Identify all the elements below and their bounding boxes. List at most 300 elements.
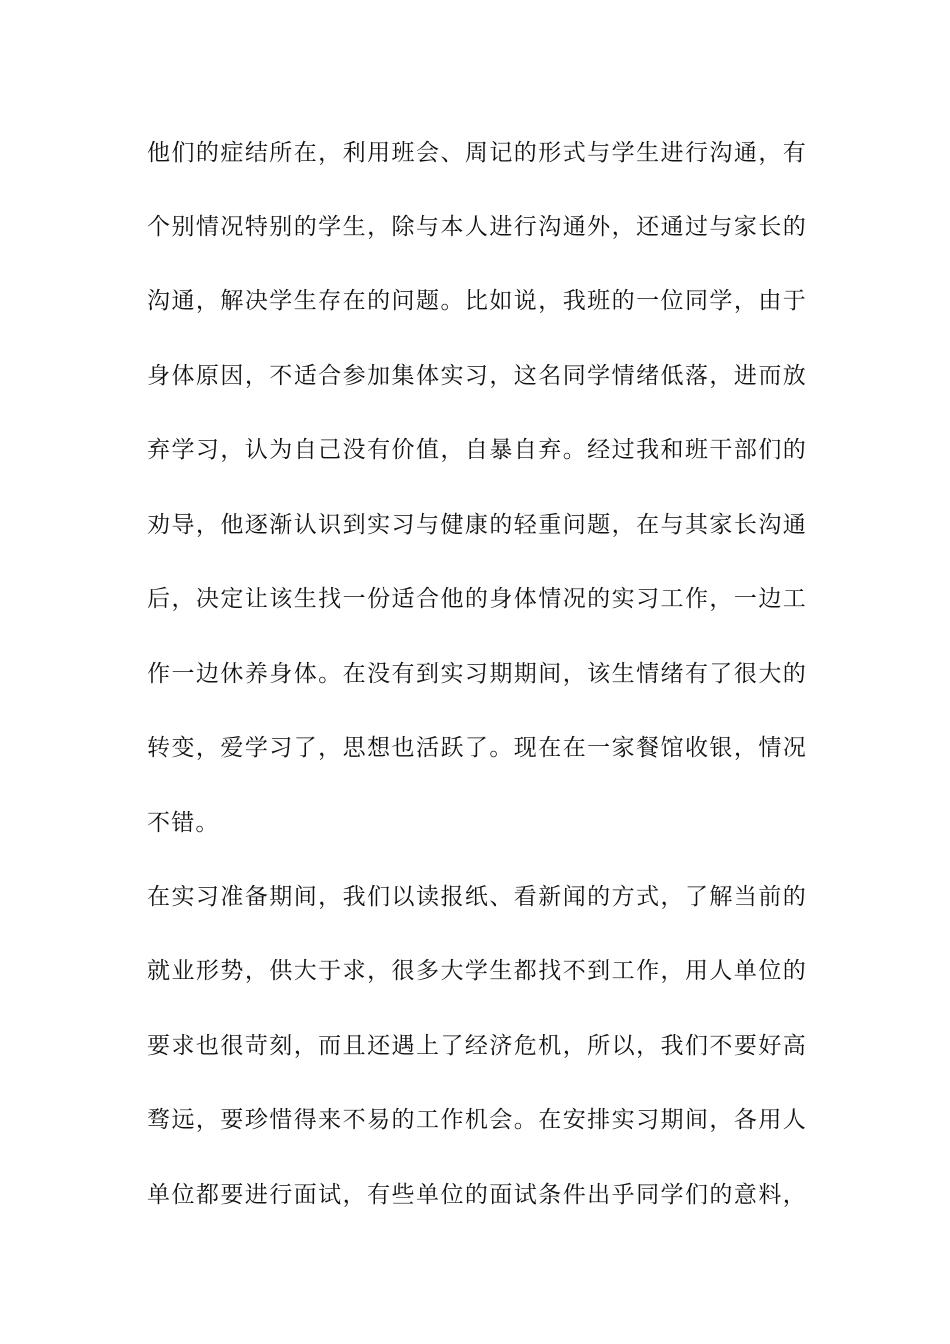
glyph: 很 — [391, 958, 416, 984]
glyph: ， — [611, 214, 636, 240]
glyph: 的 — [782, 437, 807, 463]
glyph: 且 — [342, 1033, 367, 1059]
glyph: 该 — [269, 586, 294, 612]
glyph: 在 — [147, 884, 172, 910]
glyph: 原 — [195, 363, 221, 389]
glyph: 特 — [244, 214, 270, 240]
glyph: 珍 — [244, 1107, 270, 1133]
glyph: 现 — [513, 735, 538, 761]
glyph: 条 — [538, 1182, 563, 1208]
glyph: 价 — [391, 437, 416, 463]
glyph: ， — [367, 214, 392, 240]
glyph: 身 — [489, 586, 514, 612]
glyph: 绪 — [660, 661, 685, 687]
glyph: 过 — [611, 437, 636, 463]
glyph: 学 — [464, 958, 490, 984]
glyph: 实 — [611, 1107, 636, 1133]
glyph: 思 — [342, 735, 367, 761]
glyph: 况 — [782, 735, 807, 761]
glyph: 求 — [342, 958, 367, 984]
glyph: 会 — [415, 140, 441, 166]
glyph: 通 — [171, 288, 196, 314]
glyph: 用 — [758, 1107, 783, 1133]
glyph: 养 — [244, 661, 270, 687]
glyph: 通 — [782, 512, 807, 538]
paragraph-line — [147, 882, 807, 912]
glyph: ， — [318, 140, 343, 166]
glyph: 决 — [195, 586, 221, 612]
glyph: 行 — [684, 140, 710, 166]
glyph: 外 — [587, 214, 612, 240]
glyph: 方 — [611, 884, 636, 910]
glyph: ， — [538, 288, 563, 314]
glyph: 情 — [758, 735, 783, 761]
paragraph-line — [147, 435, 807, 465]
glyph: 学 — [611, 140, 636, 166]
glyph: 进 — [660, 140, 685, 166]
glyph: 自 — [464, 437, 490, 463]
glyph: 自 — [513, 437, 538, 463]
glyph: 生 — [636, 140, 661, 166]
glyph: 在 — [342, 288, 367, 314]
glyph: ， — [562, 1033, 587, 1059]
glyph: 准 — [220, 884, 245, 910]
glyph: 习 — [464, 363, 490, 389]
glyph: 学 — [171, 437, 196, 463]
glyph: 和 — [660, 437, 685, 463]
glyph: 银 — [709, 735, 734, 761]
glyph: 识 — [318, 512, 343, 538]
glyph: 体 — [293, 661, 318, 687]
glyph: 到 — [342, 512, 367, 538]
glyph: 己 — [318, 437, 343, 463]
glyph: 的 — [464, 1182, 490, 1208]
glyph: 别 — [171, 214, 196, 240]
glyph: 不 — [269, 363, 294, 389]
glyph: 他 — [220, 512, 245, 538]
glyph: 的 — [513, 140, 538, 166]
glyph: 后 — [147, 586, 172, 612]
glyph: 通 — [733, 140, 759, 166]
glyph: 还 — [367, 1033, 392, 1059]
glyph: 我 — [660, 1033, 685, 1059]
glyph: 认 — [244, 437, 270, 463]
glyph: 生 — [293, 586, 318, 612]
glyph: 干 — [709, 437, 734, 463]
paragraph-line — [147, 138, 807, 168]
paragraph-line — [147, 286, 807, 316]
glyph: 上 — [415, 1033, 441, 1059]
glyph: 有 — [391, 661, 416, 687]
glyph: 解 — [709, 884, 734, 910]
glyph: 导 — [171, 512, 196, 538]
glyph: ， — [440, 437, 465, 463]
glyph: 解 — [220, 288, 245, 314]
glyph: 单 — [147, 1182, 172, 1208]
glyph: ， — [318, 735, 343, 761]
glyph: 一 — [342, 586, 367, 612]
glyph: 的 — [391, 1107, 416, 1133]
glyph: 问 — [391, 288, 416, 314]
glyph: 读 — [415, 884, 441, 910]
glyph: 与 — [415, 512, 441, 538]
glyph: 很 — [733, 661, 759, 687]
glyph: 部 — [733, 437, 759, 463]
glyph: 远 — [171, 1107, 196, 1133]
glyph: 家 — [733, 214, 759, 240]
glyph: 间 — [293, 884, 318, 910]
glyph: 有 — [782, 140, 807, 166]
glyph: 们 — [684, 1033, 710, 1059]
glyph: 危 — [513, 1033, 538, 1059]
glyph: 的 — [587, 884, 612, 910]
glyph: 要 — [220, 1182, 245, 1208]
glyph: 人 — [464, 214, 490, 240]
glyph: 的 — [709, 1182, 734, 1208]
glyph: 乎 — [611, 1182, 636, 1208]
glyph: 绪 — [636, 363, 661, 389]
glyph: ， — [489, 363, 514, 389]
glyph: 形 — [538, 140, 563, 166]
glyph: 家 — [709, 512, 734, 538]
glyph: 纸 — [464, 884, 490, 910]
glyph: 值 — [415, 437, 441, 463]
glyph: 所 — [269, 140, 294, 166]
glyph: 情 — [636, 661, 661, 687]
glyph: 重 — [538, 512, 563, 538]
glyph: ， — [195, 288, 221, 314]
glyph: 面 — [489, 1182, 514, 1208]
glyph: 参 — [342, 363, 367, 389]
glyph: 与 — [587, 140, 612, 166]
glyph: 于 — [782, 288, 807, 314]
glyph: 爱 — [220, 735, 245, 761]
glyph: 用 — [684, 958, 710, 984]
paragraph-line — [147, 1180, 807, 1210]
glyph: 班 — [684, 437, 710, 463]
glyph: 们 — [684, 1182, 710, 1208]
glyph: 出 — [587, 1182, 612, 1208]
glyph: 没 — [342, 437, 367, 463]
glyph: 来 — [318, 1107, 343, 1133]
glyph: 比 — [464, 288, 490, 314]
glyph: ， — [195, 735, 221, 761]
paragraph-line — [147, 659, 807, 689]
glyph: 身 — [147, 363, 172, 389]
glyph: 工 — [611, 958, 636, 984]
glyph: 位 — [660, 288, 685, 314]
glyph: 沟 — [709, 140, 734, 166]
glyph: 加 — [367, 363, 392, 389]
glyph: 经 — [587, 437, 612, 463]
glyph: 于 — [318, 958, 343, 984]
glyph: 实 — [440, 363, 465, 389]
glyph: 沟 — [758, 512, 783, 538]
glyph: 让 — [244, 586, 270, 612]
glyph: 都 — [195, 1182, 221, 1208]
glyph: 期 — [269, 884, 294, 910]
glyph: 份 — [367, 586, 392, 612]
glyph: 其 — [684, 512, 710, 538]
glyph: 情 — [195, 214, 221, 240]
glyph: 单 — [733, 958, 759, 984]
glyph: 不 — [709, 1033, 734, 1059]
glyph: 的 — [611, 288, 636, 314]
glyph: 逐 — [244, 512, 270, 538]
glyph: 一 — [587, 735, 612, 761]
glyph: 沟 — [147, 288, 172, 314]
glyph: 弃 — [147, 437, 172, 463]
glyph: 习 — [636, 1107, 661, 1133]
glyph: 也 — [195, 1033, 221, 1059]
glyph: 而 — [758, 363, 783, 389]
glyph: 要 — [147, 1033, 172, 1059]
glyph: ， — [660, 884, 685, 910]
glyph: 了 — [293, 735, 318, 761]
glyph: 作 — [440, 1107, 465, 1133]
glyph: 由 — [758, 288, 783, 314]
glyph: 学 — [269, 288, 294, 314]
glyph: 位 — [440, 1182, 465, 1208]
glyph: 们 — [758, 437, 783, 463]
glyph: 多 — [415, 958, 441, 984]
glyph: 位 — [758, 958, 783, 984]
glyph: 存 — [318, 288, 343, 314]
glyph: 遇 — [391, 1033, 416, 1059]
glyph: 生 — [342, 214, 367, 240]
glyph: 工 — [415, 1107, 441, 1133]
glyph: 馆 — [660, 735, 685, 761]
glyph: 当 — [733, 884, 759, 910]
glyph: 都 — [513, 958, 538, 984]
paragraph-line — [147, 584, 807, 614]
glyph: 在 — [538, 735, 563, 761]
glyph: 我 — [636, 437, 661, 463]
glyph: 、 — [440, 140, 465, 166]
glyph: 的 — [782, 884, 807, 910]
glyph: 间 — [538, 661, 563, 687]
glyph: 收 — [684, 735, 710, 761]
glyph: 不 — [342, 1107, 367, 1133]
glyph: 期 — [660, 1107, 685, 1133]
glyph: 班 — [391, 140, 416, 166]
glyph: 适 — [391, 586, 416, 612]
glyph: 暴 — [489, 437, 514, 463]
glyph: ， — [244, 363, 270, 389]
glyph: 与 — [660, 512, 685, 538]
glyph: 他 — [147, 140, 172, 166]
glyph: 实 — [367, 512, 392, 538]
glyph: 就 — [147, 958, 172, 984]
glyph: 实 — [611, 586, 636, 612]
glyph: 到 — [415, 661, 441, 687]
glyph: 了 — [684, 884, 710, 910]
glyph: 在 — [538, 1107, 563, 1133]
glyph: 的 — [782, 661, 807, 687]
glyph: 报 — [440, 884, 465, 910]
glyph: 作 — [684, 586, 710, 612]
paragraph-line — [147, 212, 807, 242]
glyph: 求 — [171, 1033, 196, 1059]
glyph: 生 — [611, 661, 636, 687]
glyph: ， — [367, 958, 392, 984]
glyph: 的 — [367, 288, 392, 314]
paragraph-line — [147, 956, 807, 986]
glyph: 定 — [220, 586, 245, 612]
glyph: 式 — [562, 140, 587, 166]
glyph: 在 — [293, 140, 318, 166]
glyph: ， — [709, 1107, 734, 1133]
glyph: 也 — [391, 735, 416, 761]
glyph: 没 — [367, 661, 392, 687]
glyph: 。 — [440, 288, 465, 314]
glyph: 健 — [440, 512, 465, 538]
glyph: 料 — [758, 1182, 783, 1208]
glyph: 劝 — [147, 512, 172, 538]
glyph: 自 — [293, 437, 318, 463]
glyph: ， — [611, 512, 636, 538]
glyph: 与 — [709, 214, 734, 240]
glyph: 除 — [391, 214, 416, 240]
glyph: 期 — [489, 661, 514, 687]
glyph: ， — [318, 884, 343, 910]
glyph: 题 — [587, 512, 612, 538]
glyph: 进 — [244, 1182, 270, 1208]
glyph: 沟 — [538, 214, 563, 240]
glyph: 一 — [733, 586, 759, 612]
glyph: 试 — [513, 1182, 538, 1208]
glyph: 情 — [611, 363, 636, 389]
glyph: 人 — [709, 958, 734, 984]
glyph: 通 — [660, 214, 685, 240]
glyph: ， — [758, 140, 783, 166]
glyph: 利 — [342, 140, 367, 166]
glyph: 活 — [415, 735, 441, 761]
glyph: 。 — [513, 1107, 538, 1133]
glyph: 餐 — [636, 735, 661, 761]
glyph: 。 — [318, 661, 343, 687]
glyph: 的 — [293, 214, 318, 240]
glyph: 情 — [538, 586, 563, 612]
glyph: 习 — [464, 661, 490, 687]
glyph: 一 — [636, 288, 661, 314]
glyph: 学 — [318, 214, 343, 240]
glyph: 不 — [562, 958, 587, 984]
glyph: 大 — [293, 958, 318, 984]
glyph: 闻 — [562, 884, 587, 910]
glyph: 为 — [269, 437, 294, 463]
glyph: 名 — [538, 363, 563, 389]
glyph: 式 — [636, 884, 661, 910]
glyph: 身 — [269, 661, 294, 687]
glyph: 学 — [709, 288, 734, 314]
glyph: 一 — [171, 661, 196, 687]
glyph: 苛 — [244, 1033, 270, 1059]
glyph: 跃 — [440, 735, 465, 761]
glyph: 势 — [220, 958, 245, 984]
glyph: 在 — [636, 512, 661, 538]
glyph: 所 — [587, 1033, 612, 1059]
glyph: 过 — [684, 214, 710, 240]
glyph: 人 — [782, 1107, 807, 1133]
glyph: 各 — [733, 1107, 759, 1133]
glyph: ， — [709, 586, 734, 612]
glyph: 变 — [171, 735, 196, 761]
glyph: 如 — [489, 288, 514, 314]
glyph: 到 — [587, 958, 612, 984]
glyph: 易 — [367, 1107, 392, 1133]
glyph: 想 — [367, 735, 392, 761]
glyph: 新 — [538, 884, 563, 910]
glyph: 作 — [147, 661, 172, 687]
glyph: 本 — [440, 214, 465, 240]
glyph: 进 — [733, 363, 759, 389]
glyph: 在 — [342, 661, 367, 687]
glyph: ， — [244, 958, 270, 984]
glyph: 合 — [318, 363, 343, 389]
glyph: 习 — [195, 437, 221, 463]
glyph: 经 — [464, 1033, 490, 1059]
glyph: 长 — [733, 512, 759, 538]
glyph: 况 — [220, 214, 245, 240]
glyph: 渐 — [269, 512, 294, 538]
glyph: 况 — [562, 586, 587, 612]
glyph: ， — [171, 586, 196, 612]
glyph: 找 — [318, 586, 343, 612]
glyph: 排 — [587, 1107, 612, 1133]
glyph: ， — [220, 437, 245, 463]
glyph: 个 — [147, 214, 172, 240]
glyph: 要 — [220, 1107, 245, 1133]
glyph: 试 — [318, 1182, 343, 1208]
glyph: ， — [709, 363, 734, 389]
glyph: 备 — [244, 884, 270, 910]
glyph: 用 — [367, 140, 392, 166]
glyph: 因 — [220, 363, 245, 389]
glyph: 行 — [269, 1182, 294, 1208]
glyph: 工 — [782, 586, 807, 612]
glyph: 期 — [513, 661, 538, 687]
glyph: 落 — [684, 363, 710, 389]
glyph: 同 — [562, 363, 587, 389]
glyph: 得 — [293, 1107, 318, 1133]
glyph: 他 — [440, 586, 465, 612]
glyph: 刻 — [269, 1033, 294, 1059]
glyph: 安 — [562, 1107, 587, 1133]
glyph: 结 — [244, 140, 270, 166]
glyph: ， — [733, 735, 759, 761]
glyph: 实 — [171, 884, 196, 910]
glyph: 进 — [489, 214, 514, 240]
glyph: 记 — [489, 140, 514, 166]
glyph: 集 — [391, 363, 416, 389]
paragraph-line — [147, 1105, 807, 1135]
glyph: ， — [636, 1033, 661, 1059]
glyph: 形 — [195, 958, 221, 984]
glyph: 习 — [391, 512, 416, 538]
glyph: 了 — [440, 1033, 465, 1059]
glyph: 作 — [636, 958, 661, 984]
glyph: 机 — [464, 1107, 490, 1133]
glyph: 体 — [513, 586, 538, 612]
glyph: 高 — [782, 1033, 807, 1059]
glyph: 合 — [415, 586, 441, 612]
paragraph-line — [147, 510, 807, 540]
paragraph-line — [147, 1031, 807, 1061]
glyph: 周 — [464, 140, 490, 166]
glyph: ， — [342, 1182, 367, 1208]
glyph: 家 — [611, 735, 636, 761]
